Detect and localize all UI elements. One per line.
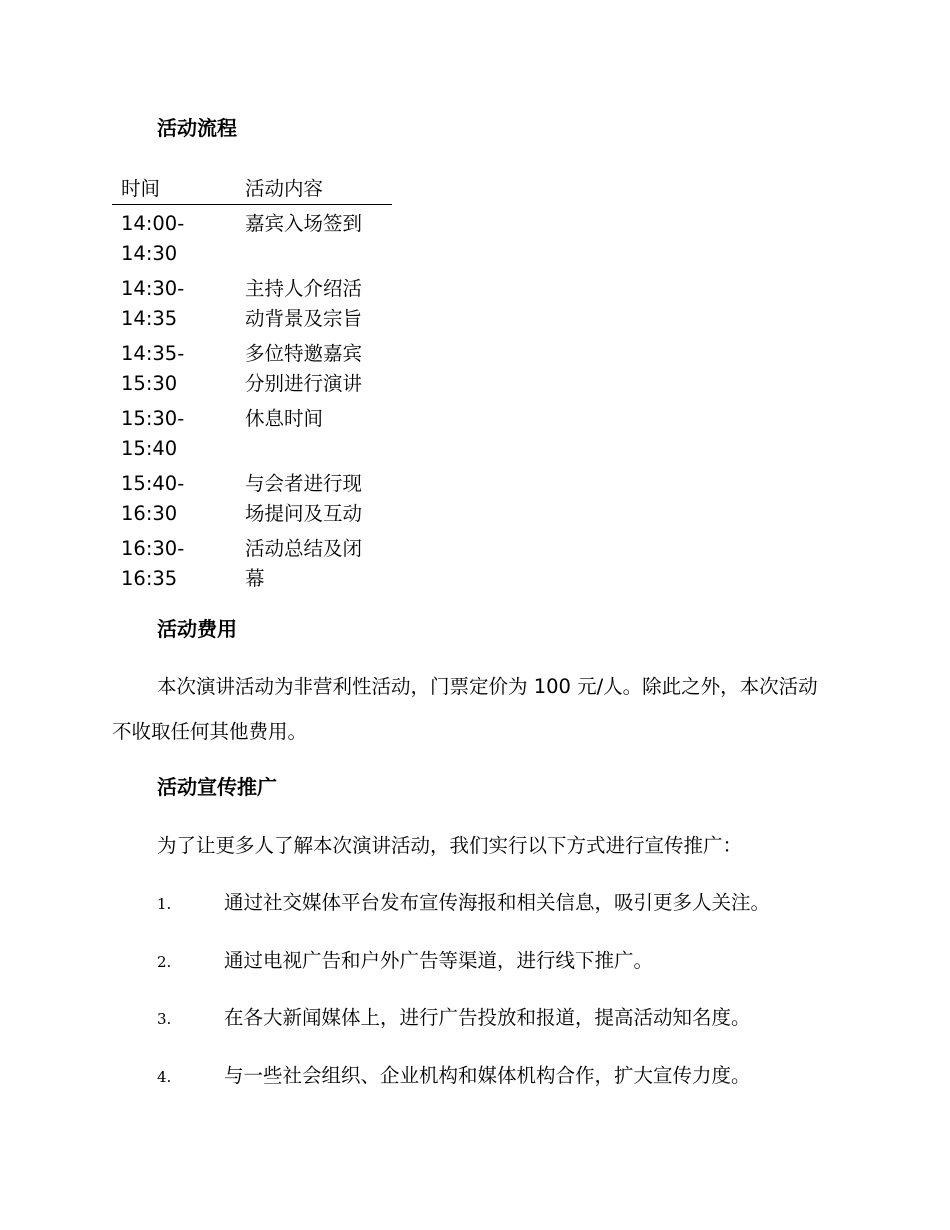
section-heading-flow: 活动流程 (157, 116, 237, 140)
list-item-number: 2. (157, 953, 172, 971)
list-item-text: 在各大新闻媒体上，进行广告投放和报道，提高活动知名度。 (224, 1006, 751, 1029)
row-time: 15:30-15:40 (121, 407, 185, 460)
row-content: 嘉宾入场签到 (245, 212, 363, 235)
table-row (112, 534, 392, 599)
promo-intro-paragraph: 为了让更多人了解本次演讲活动，我们实行以下方式进行宣传推广： (157, 834, 743, 857)
table-row (112, 404, 392, 469)
list-item (157, 880, 847, 925)
section-heading-promo: 活动宣传推广 (157, 775, 277, 799)
row-content: 与会者进行现场提问及互动 (245, 472, 363, 525)
table-row (112, 274, 392, 339)
schedule-header-row (112, 172, 392, 205)
list-item-number: 1. (157, 895, 172, 913)
list-item-number: 3. (157, 1010, 172, 1028)
list-item (157, 995, 847, 1040)
row-content: 休息时间 (245, 407, 324, 430)
table-row (112, 205, 392, 275)
list-item-number: 4. (157, 1068, 172, 1086)
row-time: 14:00-14:30 (121, 212, 185, 265)
row-time: 14:35-15:30 (121, 342, 185, 395)
row-content: 活动总结及闭幕 (245, 537, 363, 590)
list-item-text: 与一些社会组织、企业机构和媒体机构合作，扩大宣传力度。 (224, 1064, 751, 1087)
row-content: 主持人介绍活动背景及宗旨 (245, 277, 363, 330)
schedule-table (112, 172, 392, 599)
section-heading-fee: 活动费用 (157, 617, 237, 641)
fee-paragraph: 本次演讲活动为非营利性活动，门票定价为 100 元/人。除此之外，本次活动不收取任何其他费用。 (112, 675, 818, 743)
table-row (112, 339, 392, 404)
row-content: 多位特邀嘉宾分别进行演讲 (245, 342, 363, 395)
row-time: 16:30-16:35 (121, 537, 185, 590)
header-content: 活动内容 (236, 172, 392, 205)
table-row (112, 469, 392, 534)
row-time: 15:40-16:30 (121, 472, 185, 525)
row-time: 14:30-14:35 (121, 277, 185, 330)
list-item-text: 通过电视广告和户外广告等渠道，进行线下推广。 (224, 949, 654, 972)
list-item (157, 1053, 847, 1098)
list-item (157, 938, 847, 983)
header-time: 时间 (112, 172, 236, 205)
list-item-text: 通过社交媒体平台发布宣传海报和相关信息，吸引更多人关注。 (224, 891, 771, 914)
